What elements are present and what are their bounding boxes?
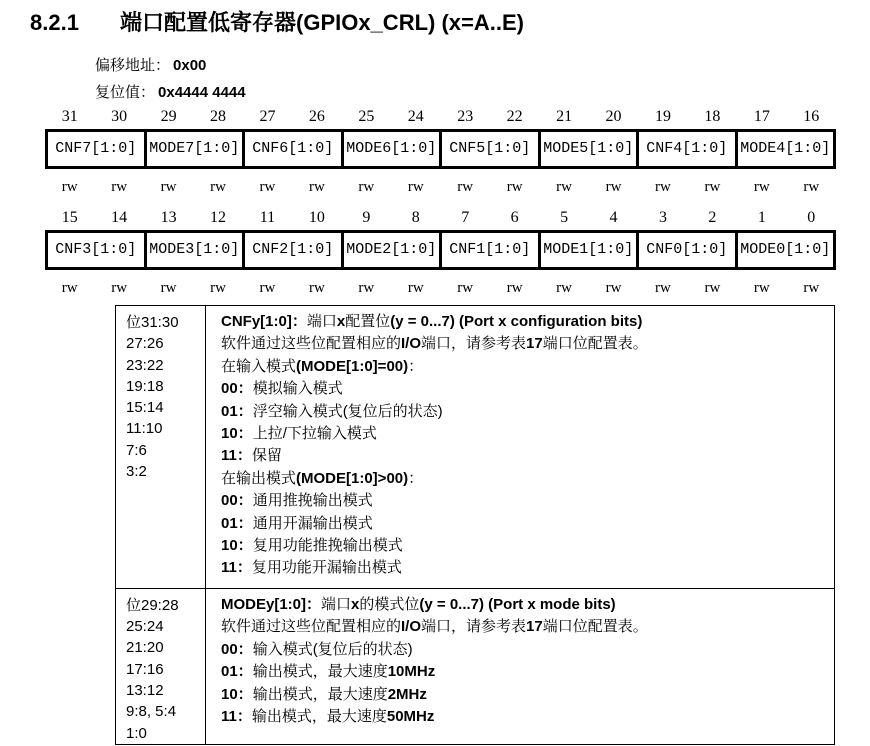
bit-number: 27 [259, 108, 276, 125]
bit-number: 10 [308, 209, 325, 226]
description-row [116, 588, 834, 744]
description-bold-text: x [351, 595, 360, 613]
bit-range: 1:0 [126, 724, 147, 742]
description-text: 软件通过这些位配置相应的 [221, 618, 402, 636]
description-text: 端口 [321, 595, 352, 613]
bit-range: 11:10 [126, 420, 163, 438]
bit-number: 12 [210, 209, 227, 226]
description-bold-text: I/O [401, 335, 422, 353]
description-text: 端口位配置表。 [542, 618, 648, 636]
bit-range: 25:24 [126, 618, 164, 636]
bit-number: 17 [753, 108, 770, 125]
description-line [221, 490, 824, 512]
description-line [221, 378, 824, 400]
bit-number: 15 [61, 209, 78, 226]
bit-number: 6 [510, 209, 519, 226]
register-field: CNF5[1:0] [439, 132, 538, 166]
description-text: 输入模式(复位后的状态) [252, 640, 413, 658]
access-label: rw [803, 179, 820, 195]
bit-range: 13:12 [126, 682, 164, 700]
access-label: rw [61, 280, 78, 296]
description-text: ： [408, 469, 424, 487]
access-label: rw [704, 280, 721, 296]
description-line [221, 557, 824, 579]
description-line [221, 468, 824, 490]
bit-number: 11 [259, 209, 276, 226]
description-line [221, 706, 824, 728]
description-text: ： [408, 357, 424, 375]
access-label: rw [556, 280, 572, 296]
access-label: rw [407, 179, 424, 195]
access-label: rw [655, 179, 671, 195]
bit-number: 13 [160, 209, 177, 226]
description-text: 保留 [251, 447, 282, 465]
bit-number: 22 [506, 108, 523, 125]
bit-number: 30 [111, 108, 128, 125]
description-line [221, 594, 824, 616]
page-title: 端口配置低寄存器(GPIOx_CRL) (x=A..E) [120, 10, 524, 35]
description-line [221, 311, 824, 333]
bit-range: 19:18 [126, 377, 164, 395]
description-bold-text: 11： [221, 447, 252, 465]
register-diagram [45, 104, 836, 299]
description-text: 配置位 [345, 313, 391, 330]
description-text: 软件通过这些位配置相应的 [221, 335, 402, 353]
bit-range: 位29:28 [126, 596, 179, 614]
bit-number: 31 [61, 108, 78, 125]
description-bold-text: (y = 0...7) (Port x configuration bits) [390, 313, 643, 330]
description-bold-text: 01： [221, 514, 253, 532]
description-bold-text: (y = 0...7) (Port x mode bits) [419, 595, 616, 613]
bit-number: 9 [362, 209, 371, 226]
reset-value-label: 复位值： [95, 84, 156, 101]
bit-range: 3:2 [126, 463, 147, 481]
description-text: 端口位配置表。 [542, 335, 648, 353]
description-bold-text: 00： [221, 640, 253, 658]
description-line [221, 661, 824, 683]
description-line [221, 423, 824, 445]
description-bold-text: 00： [221, 492, 253, 510]
access-label: rw [655, 280, 671, 296]
register-meta [95, 52, 246, 106]
access-label: rw [556, 179, 572, 195]
access-label: rw [160, 179, 177, 195]
description-bold-text: CNFy[1:0]： [221, 313, 307, 330]
reset-value-value: 0x4444 4444 [158, 84, 246, 101]
field-description-column [206, 306, 834, 588]
description-bold-text: (MODE[1:0]>00) [296, 469, 409, 487]
reset-value-line [95, 79, 246, 106]
bit-number: 5 [560, 209, 569, 226]
access-label: rw [358, 179, 375, 195]
bit-range: 23:22 [126, 356, 164, 374]
access-label: rw [753, 280, 770, 296]
description-text: 输出模式，最大速度 [252, 663, 388, 681]
bit-number: 3 [658, 209, 667, 226]
register-field: MODE7[1:0] [144, 132, 243, 166]
description-bold-text: 2MHz [387, 685, 427, 703]
description-bold-text: 17 [526, 335, 543, 353]
bit-number: 18 [704, 108, 721, 125]
bit-range: 7:6 [126, 441, 147, 459]
description-line [221, 684, 824, 706]
description-text: 浮空输入模式(复位后的状态) [252, 402, 443, 420]
register-field: MODE6[1:0] [341, 132, 440, 166]
description-bold-text: 17 [526, 618, 543, 636]
description-text: 在输出模式 [221, 469, 297, 487]
description-bold-text: 11： [221, 559, 252, 577]
description-text: 在输入模式 [221, 357, 297, 375]
description-bold-text: x [336, 313, 346, 330]
offset-address-label: 偏移地址： [95, 57, 171, 74]
register-field: MODE3[1:0] [144, 233, 243, 267]
description-text: 复用功能开漏输出模式 [251, 559, 402, 577]
bit-number: 4 [609, 209, 618, 226]
bit-number: 26 [308, 108, 325, 125]
bit-number: 2 [708, 209, 717, 226]
bit-number: 16 [803, 108, 820, 125]
description-line [221, 616, 824, 638]
register-field: CNF6[1:0] [242, 132, 341, 166]
field-description-column [206, 589, 834, 744]
description-bold-text: 11： [221, 707, 252, 725]
description-bold-text: 00： [221, 380, 253, 398]
bit-range: 21:20 [126, 639, 164, 657]
description-text: 通用推挽输出模式 [252, 492, 373, 510]
description-text: 上拉/下拉输入模式 [252, 425, 377, 443]
access-label: rw [308, 280, 325, 296]
access-label: rw [457, 179, 474, 195]
section-heading [30, 6, 524, 37]
description-bold-text: 10MHz [387, 663, 436, 681]
access-label: rw [308, 179, 325, 195]
description-line [221, 513, 824, 535]
description-text: 输出模式，最大速度 [252, 685, 388, 703]
register-field: CNF1[1:0] [439, 233, 538, 267]
access-label: rw [210, 280, 226, 296]
description-line [221, 401, 824, 423]
bit-number: 20 [605, 108, 622, 125]
access-label: rw [457, 280, 474, 296]
bit-number: 28 [210, 108, 227, 125]
bit-number: 21 [556, 108, 573, 125]
bit-number: 0 [807, 209, 816, 226]
register-field: MODE0[1:0] [735, 233, 834, 267]
description-text: 复用功能推挽输出模式 [252, 537, 403, 555]
description-bold-text: 50MHz [386, 707, 435, 725]
description-text: 端口，请参考表 [421, 335, 527, 353]
description-text: 端口 [306, 313, 337, 330]
description-text: 的模式位 [359, 595, 420, 613]
description-line [221, 333, 824, 355]
access-label: rw [803, 280, 820, 296]
access-row [45, 176, 836, 198]
access-label: rw [61, 179, 78, 195]
bit-number: 29 [160, 108, 177, 125]
access-label: rw [259, 179, 276, 195]
register-field: MODE5[1:0] [538, 132, 637, 166]
access-label: rw [704, 179, 721, 195]
description-bold-text: 10： [221, 685, 253, 703]
bit-range-column [116, 589, 206, 744]
access-label: rw [358, 280, 375, 296]
bit-range: 27:26 [126, 335, 164, 353]
register-field: CNF3[1:0] [55, 241, 137, 258]
access-label: rw [259, 280, 276, 296]
register-field: MODE4[1:0] [735, 132, 834, 166]
bit-number: 1 [757, 209, 766, 226]
description-row [116, 306, 834, 588]
access-label: rw [605, 179, 622, 195]
description-bold-text: 01： [221, 663, 253, 681]
bit-number: 23 [457, 108, 474, 125]
bit-number: 7 [461, 209, 470, 226]
access-row [45, 277, 836, 299]
bit-number: 25 [358, 108, 375, 125]
description-text: 输出模式，最大速度 [251, 707, 387, 725]
register-field: CNF2[1:0] [242, 233, 341, 267]
bit-number: 14 [111, 209, 128, 226]
description-bold-text: MODEy[1:0]： [221, 595, 322, 613]
access-label: rw [111, 280, 128, 296]
access-label: rw [506, 280, 523, 296]
description-bold-text: (MODE[1:0]=00) [296, 357, 409, 375]
offset-address-value: 0x00 [173, 57, 207, 74]
description-line [221, 356, 824, 378]
register-field: CNF4[1:0] [636, 132, 735, 166]
offset-address-line [95, 52, 246, 79]
access-label: rw [605, 280, 622, 296]
section-number: 8.2.1 [30, 10, 79, 35]
bit-numbers-row [45, 104, 836, 129]
access-label: rw [111, 179, 128, 195]
bit-number: 8 [411, 209, 420, 226]
description-line [221, 639, 824, 661]
bit-range-column [116, 306, 206, 588]
description-text: 模拟输入模式 [252, 380, 343, 398]
access-label: rw [753, 179, 770, 195]
description-bold-text: 10： [221, 425, 253, 443]
access-label: rw [407, 280, 424, 296]
description-table [115, 305, 835, 745]
access-label: rw [160, 280, 177, 296]
access-label: rw [210, 179, 226, 195]
access-label: rw [506, 179, 523, 195]
description-text: 端口，请参考表 [421, 618, 527, 636]
register-field: CNF0[1:0] [636, 233, 735, 267]
description-bold-text: 01： [221, 402, 253, 420]
register-field: CNF7[1:0] [55, 140, 137, 157]
bit-range: 15:14 [126, 399, 164, 417]
description-line [221, 535, 824, 557]
description-bold-text: 10： [221, 537, 253, 555]
bit-range: 9:8, 5:4 [126, 703, 177, 721]
register-field: MODE1[1:0] [538, 233, 637, 267]
register-fields-row [45, 230, 836, 270]
bit-range: 位31:30 [126, 314, 179, 331]
bit-range: 17:16 [126, 660, 164, 678]
description-line [221, 445, 824, 467]
register-field: MODE2[1:0] [341, 233, 440, 267]
bit-numbers-row [45, 205, 836, 230]
description-text: 通用开漏输出模式 [252, 514, 373, 532]
bit-number: 24 [407, 108, 424, 125]
bit-number: 19 [654, 108, 671, 125]
description-bold-text: I/O [401, 618, 422, 636]
register-fields-row [45, 129, 836, 169]
